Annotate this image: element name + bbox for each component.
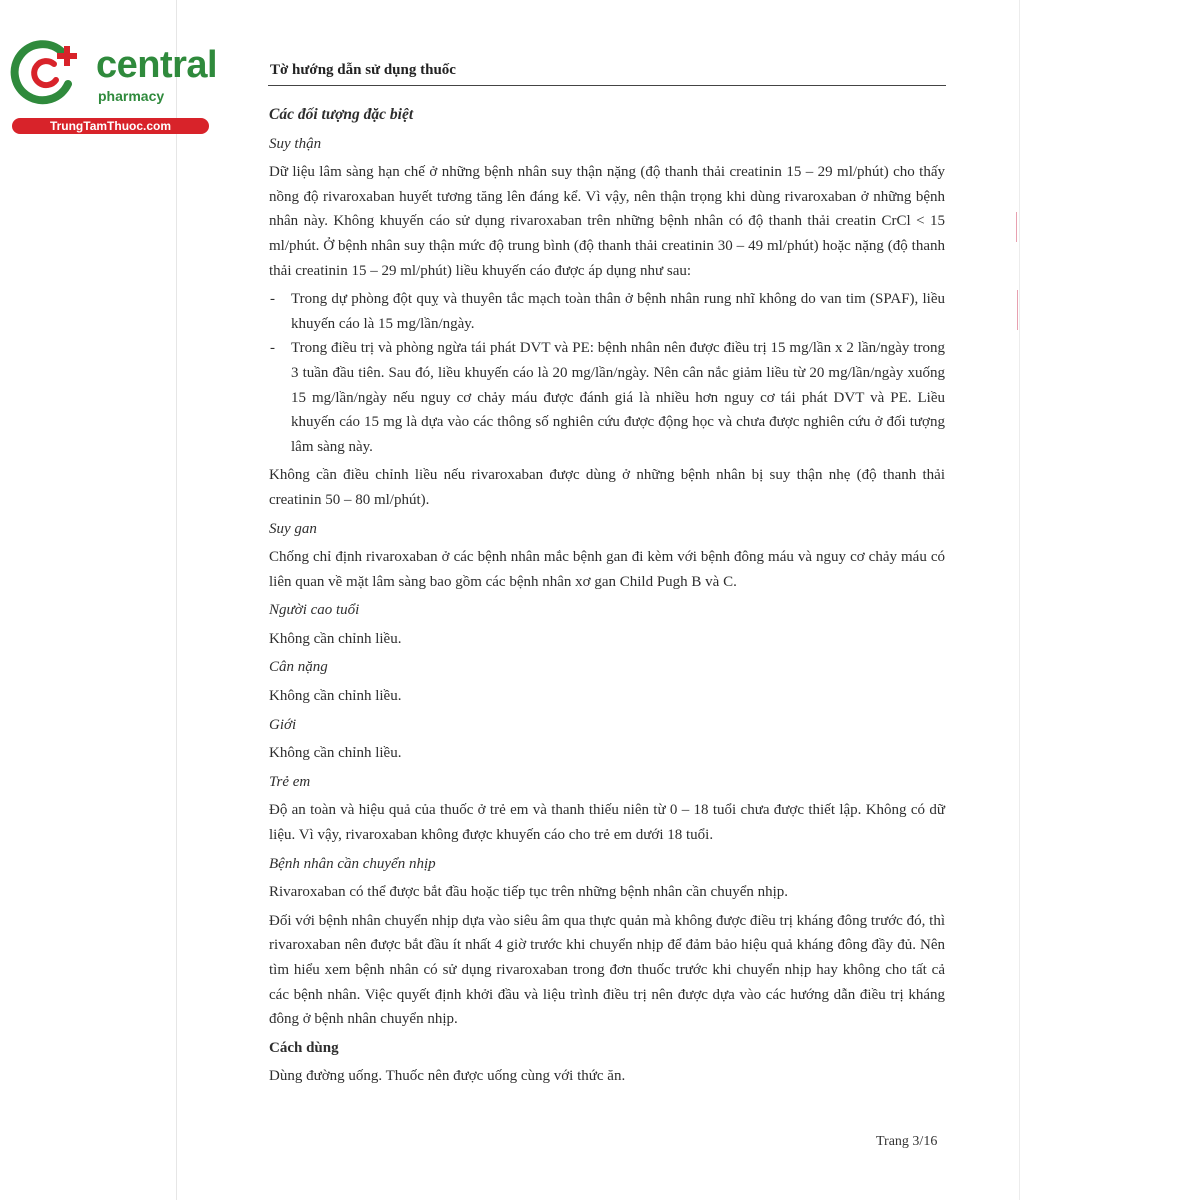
liver-heading: Suy gan — [269, 520, 317, 537]
list-item: - Trong điều trị và phòng ngừa tái phát DVT và PE: bệnh nhân nên được điều trị 15 mg/lần x 2 lần/ngày trong 3 tuần đầu tiên. Sau đó, liều khuyến cáo là 20 mg/lần/ngày. Nên cân nắc giảm liều từ 20 mg/lần/ngày xuống 15 mg/lần/ngày nếu nguy cơ chảy máu được đánh giá là nhiều hơn nguy cơ tái phát DVT và PE. Liều khuyến cáo 15 mg là dựa vào các thông số nghiên cứu được động học và chưa được nghiên cứu ở đối tượng lâm sàng này. — [269, 336, 945, 459]
children-heading: Trẻ em — [269, 773, 311, 790]
cardioversion-heading: Bệnh nhân cần chuyển nhịp — [269, 855, 436, 872]
list-item: - Trong dự phòng đột quỵ và thuyên tắc mạch toàn thân ở bệnh nhân rung nhĩ không do van tim (SPAF), liều khuyến cáo là 15 mg/lần/ngày. — [269, 287, 945, 336]
weight-heading: Cân nặng — [269, 659, 328, 676]
kidney-dose-list — [269, 287, 945, 459]
elderly-paragraph: Không cần chỉnh liều. — [269, 630, 402, 647]
gender-heading: Giới — [269, 716, 297, 733]
cardioversion-paragraph-1: Rivaroxaban có thể được bắt đầu hoặc tiếp tục trên những bệnh nhân cần chuyển nhịp. — [269, 884, 789, 901]
gender-paragraph: Không cần chỉnh liều. — [269, 745, 402, 762]
liver-paragraph: Chống chỉ định rivaroxaban ở các bệnh nhân mắc bệnh gan đi kèm với bệnh đông máu và nguy cơ chảy máu có liên quan về mặt lâm sàng bao gồm các bệnh nhân xơ gan Child Pugh B và C. — [269, 549, 945, 590]
elderly-heading: Người cao tuổi — [269, 602, 360, 619]
page-number: Trang 3/16 — [876, 1134, 938, 1149]
kidney-paragraph-1: Dữ liệu lâm sàng hạn chế ở những bệnh nhân suy thận nặng (độ thanh thải creatinin 15 – 29 ml/phút) cho thấy nồng độ rivaroxaban huyết tương tăng lên đáng kể. Vì vậy, nên thận trọng khi dùng rivaroxaban ở những bệnh nhân này. Không khuyến cáo sử dụng rivaroxaban trên những bệnh nhân có độ thanh thải creatin CrCl < 15 ml/phút. Ở bệnh nhân suy thận mức độ trung bình (độ thanh thải creatinin 30 – 49 ml/phút) hoặc nặng (độ thanh thải creatinin 15 – 29 ml/phút) liều khuyến cáo được áp dụng như sau: — [269, 164, 945, 279]
scan-edge-left — [176, 0, 177, 1200]
central-pharmacy-logo-icon — [10, 38, 90, 108]
pharmacy-logo[interactable] — [10, 38, 218, 138]
document-header-title: Tờ hướng dẫn sử dụng thuốc — [270, 62, 456, 78]
usage-heading: Cách dùng — [269, 1039, 339, 1056]
logo-subtitle: pharmacy — [98, 88, 165, 104]
section-title: Các đối tượng đặc biệt — [269, 106, 414, 123]
scan-edge-right — [1019, 0, 1020, 1200]
logo-url[interactable]: TrungTamThuoc.com — [12, 118, 209, 134]
kidney-heading: Suy thận — [269, 135, 322, 152]
scan-artifact — [1017, 290, 1018, 330]
cardioversion-paragraph-2: Đối với bệnh nhân chuyển nhịp dựa vào siêu âm qua thực quản mà không được điều trị kháng đông trước đó, thì rivaroxaban nên được bắt đầu ít nhất 4 giờ trước khi chuyển nhịp để đảm bảo hiệu quả kháng đông đầy đủ. Nên tìm hiểu xem bệnh nhân có sử dụng rivaroxaban trong đơn thuốc trước khi chuyển nhịp hay không cho tất cả các bệnh nhân. Việc quyết định khởi đầu và liệu trình điều trị nên được dựa vào các hướng dẫn điều trị kháng đông ở bệnh nhân chuyển nhịp. — [269, 912, 945, 1028]
children-paragraph: Độ an toàn và hiệu quả của thuốc ở trẻ em và thanh thiếu niên từ 0 – 18 tuổi chưa được thiết lập. Không có dữ liệu. Vì vậy, rivaroxaban không được khuyến cáo cho trẻ em dưới 18 tuổi. — [269, 802, 945, 844]
scan-artifact — [1016, 212, 1017, 242]
weight-paragraph: Không cần chỉnh liều. — [269, 688, 402, 705]
header-divider — [268, 85, 946, 86]
usage-paragraph: Dùng đường uống. Thuốc nên được uống cùng với thức ăn. — [269, 1068, 626, 1085]
logo-name: central — [96, 44, 218, 86]
document-body — [269, 103, 945, 1093]
kidney-paragraph-2: Không cần điều chỉnh liều nếu rivaroxaban được dùng ở những bệnh nhân bị suy thận nhẹ (độ thanh thải creatinin 50 – 80 ml/phút). — [269, 467, 945, 508]
